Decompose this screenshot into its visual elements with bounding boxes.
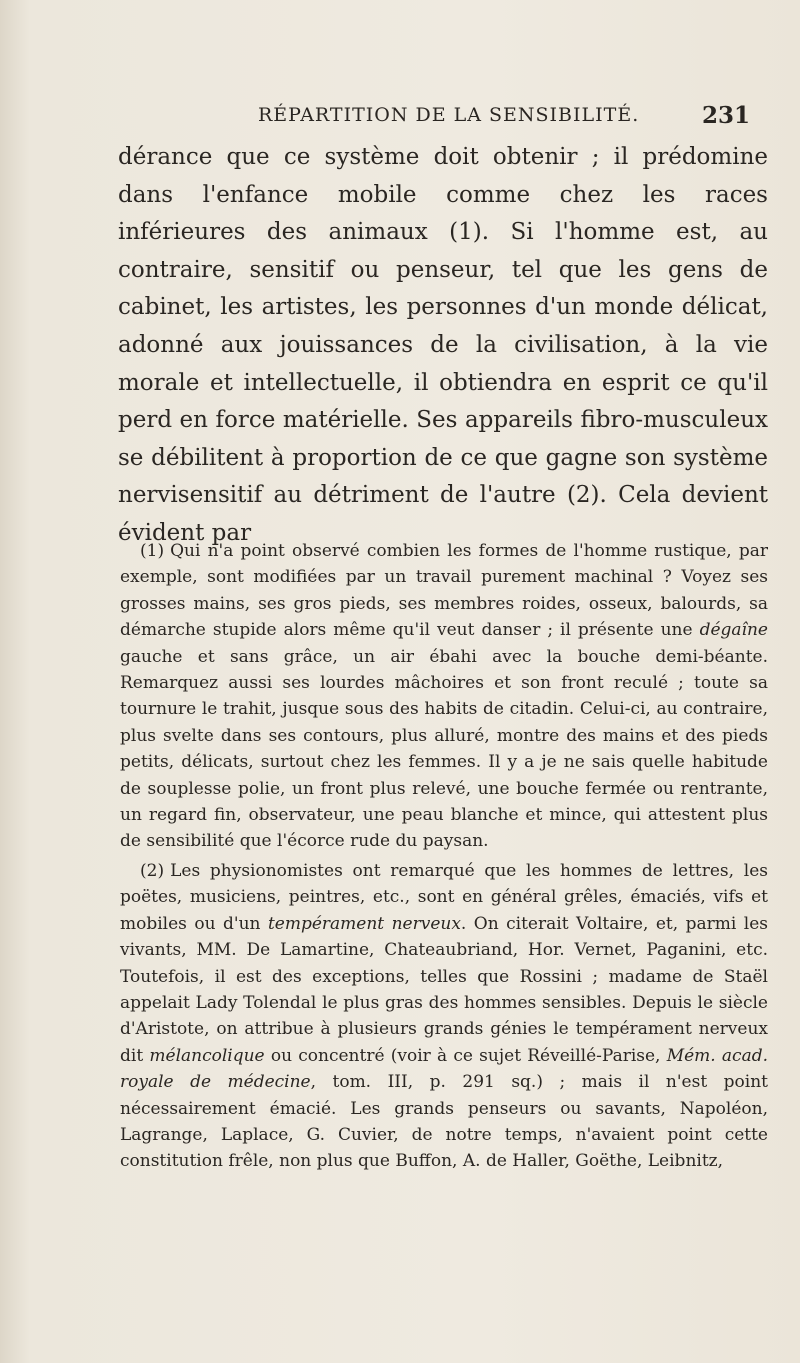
footnote-text: , tom. III, p. 291 sq.) ; mais il n'est point nécessairement émacié. Les grands penseurs ou savants, Napoléon, Lagrange, Laplace, G. Cuvier, de notre temps, n'avaient point cette constitution frêle, non plus que Buffon, A. de Haller, Goëthe, Leibnitz, bbox=[120, 1072, 768, 1172]
footnote-text: gauche et sans grâce, un air ébahi avec la bouche demi-béante. Remarquez aussi ses lourdes mâchoires et son front reculé ; toute sa tournure le trahit, jusque sous des habits de citadin. Celui-ci, au contraire, plus svelte dans ses contours, plus alluré, montre des mains et des pieds petits, délicats, surtout chez les femmes. Il y a je ne sais quelle habitude de souplesse polie, un front plus relevé, une bouche fermée ou rentrante, un regard fin, observateur, une peau blanche et mince, qui attestent plus de sensibilité que l'écorce rude du paysan. bbox=[120, 646, 768, 852]
footnote-text: ou concentré (voir à ce sujet Réveillé-Parise, bbox=[264, 1045, 667, 1066]
body-paragraph: dérance que ce système doit obtenir ; il prédomine dans l'enfance mobile comme chez les races inférieures des animaux (1). Si l'homme est, au contraire, sensitif ou penseur, tel que les gens de cabinet, les artistes, les personnes d'un monde délicat, adonné aux jouissances de la civilisation, à la vie morale et intellectuelle, il obtiendra en esprit ce qu'il perd en force matérielle. Ses appareils fibro-musculeux se débilitent à proportion de ce que gagne son système nervisensitif au détriment de l'autre (2). Cela devient évident par bbox=[118, 144, 768, 546]
footnote-italic-citation: Mém. acad. royale de médecine bbox=[120, 1045, 768, 1093]
footnote-italic-term: tempérament nerveux bbox=[267, 913, 461, 934]
footnote-1 bbox=[120, 538, 768, 855]
footnote-marker: (1) bbox=[140, 541, 165, 561]
footnote-marker: (2) bbox=[140, 860, 165, 881]
footnote-text: . On citerait Voltaire, et, parmi les vivants, MM. De Lamartine, Chateaubriand, Hor. Vernet, Paganini, etc. Toutefois, il est des exceptions, telles que Rossini ; madame de Staël appelait Lady Tolendal le plus gras des hommes sensibles. Depuis le siècle d'Aristote, on attribue à plusieurs grands génies le tempérament nerveux dit bbox=[120, 913, 768, 1066]
footnote-text: Les physionomistes ont remarqué que les hommes de lettres, les poëtes, musiciens, peintres, etc., sont en général grêles, émaciés, vifs et mobiles ou d'un bbox=[120, 860, 768, 934]
footnote-2 bbox=[120, 858, 768, 1175]
footnotes bbox=[120, 538, 768, 1175]
page-number: 231 bbox=[701, 102, 750, 129]
footnote-italic-term: mélancolique bbox=[149, 1045, 265, 1066]
main-text bbox=[118, 139, 768, 553]
footnote-italic-term: dégaîne bbox=[699, 620, 768, 641]
page-header bbox=[118, 104, 780, 134]
running-head: RÉPARTITION DE LA SENSIBILITÉ. bbox=[258, 104, 640, 126]
footnote-text: Qui n'a point observé combien les formes de l'homme rustique, par exemple, sont modifiées par un travail purement machinal ? Voyez ses grosses mains, ses gros pieds, ses membres roides, osseux, balourds, sa démarche stupide alors même qu'il veut danser ; il présente une bbox=[120, 541, 768, 641]
